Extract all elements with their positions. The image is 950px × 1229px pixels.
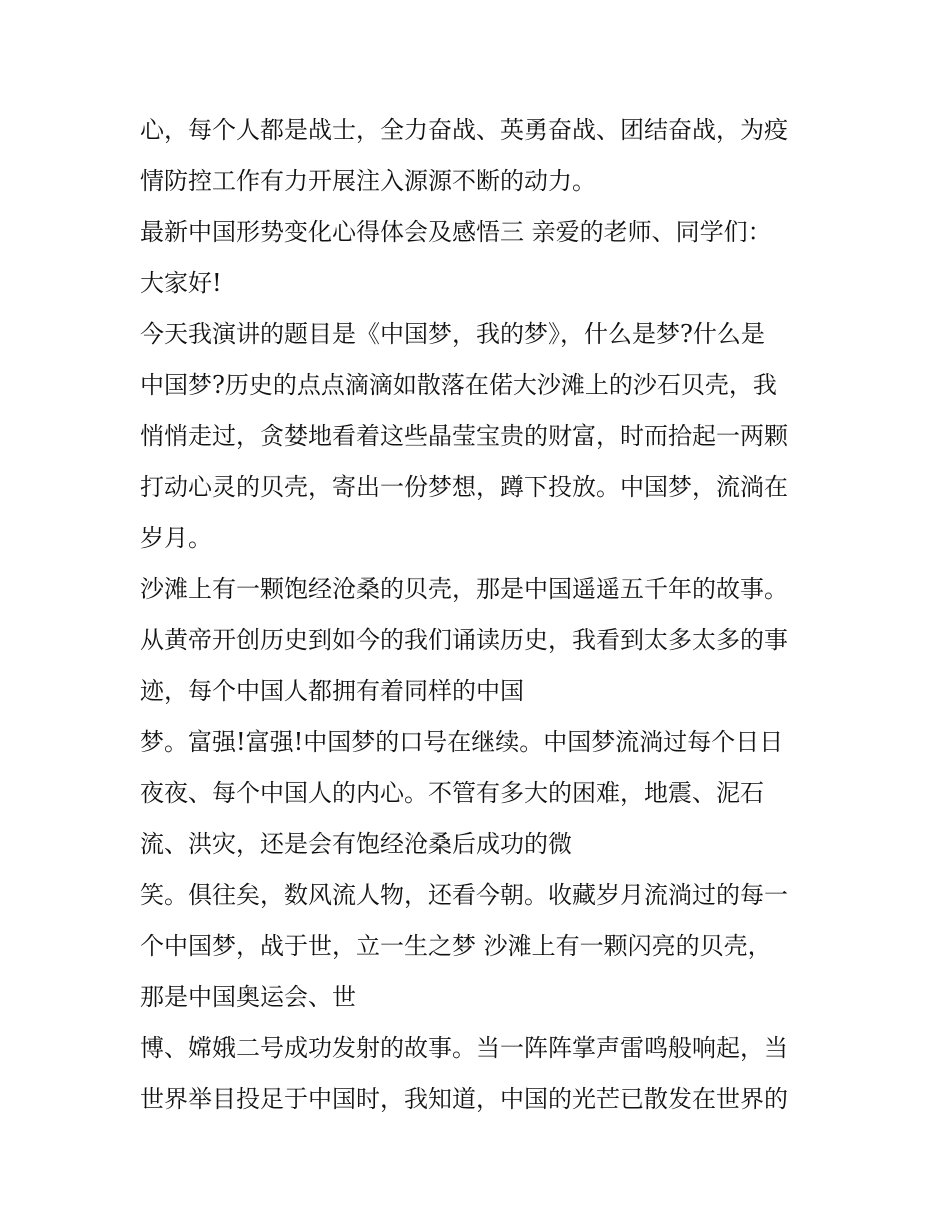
text-line: 个中国梦，战于世，立一生之梦 沙滩上有一颗闪亮的贝壳， <box>140 932 772 960</box>
document-page <box>140 105 820 1125</box>
text-line: 打动心灵的贝壳，寄出一份梦想，蹲下投放。中国梦，流淌在 <box>140 473 788 501</box>
text-line: 悄悄走过，贪婪地看着这些晶莹宝贵的财富，时而拾起一两颗 <box>140 422 788 450</box>
text-line: 从黄帝开创历史到如今的我们诵读历史，我看到太多太多的事 <box>140 626 788 654</box>
text-line: 博、嫦娥二号成功发射的故事。当一阵阵掌声雷鸣般响起，当 <box>140 1034 788 1062</box>
text-line: 那是中国奥运会、世 <box>140 983 356 1011</box>
text-line: 世界举目投足于中国时，我知道，中国的光芒已散发在世界的 <box>140 1085 788 1113</box>
text-line: 岁月。 <box>140 524 212 552</box>
text-line: 中国梦?历史的点点滴滴如散落在偌大沙滩上的沙石贝壳，我 <box>140 371 777 399</box>
text-line: 梦。富强!富强!中国梦的口号在继续。中国梦流淌过每个日日 <box>140 728 784 756</box>
text-line: 心，每个人都是战士，全力奋战、英勇奋战、团结奋战，为疫 <box>140 116 788 144</box>
text-line: 夜夜、每个中国人的内心。不管有多大的困难，地震、泥石 <box>140 779 764 807</box>
text-line: 情防控工作有力开展注入源源不断的动力。 <box>140 167 596 195</box>
text-line: 笑。俱往矣，数风流人物，还看今朝。收藏岁月流淌过的每一 <box>140 881 788 909</box>
text-line: 流、洪灾，还是会有饱经沧桑后成功的微 <box>140 830 572 858</box>
text-line: 沙滩上有一颗饱经沧桑的贝壳，那是中国遥遥五千年的故事。 <box>140 575 788 603</box>
section-heading-line: 最新中国形势变化心得体会及感悟三 亲爱的老师、同学们： <box>140 218 772 246</box>
greeting-line: 大家好! <box>140 269 222 297</box>
text-line: 迹，每个中国人都拥有着同样的中国 <box>140 677 524 705</box>
text-line: 今天我演讲的题目是《中国梦，我的梦》，什么是梦?什么是 <box>140 320 765 348</box>
